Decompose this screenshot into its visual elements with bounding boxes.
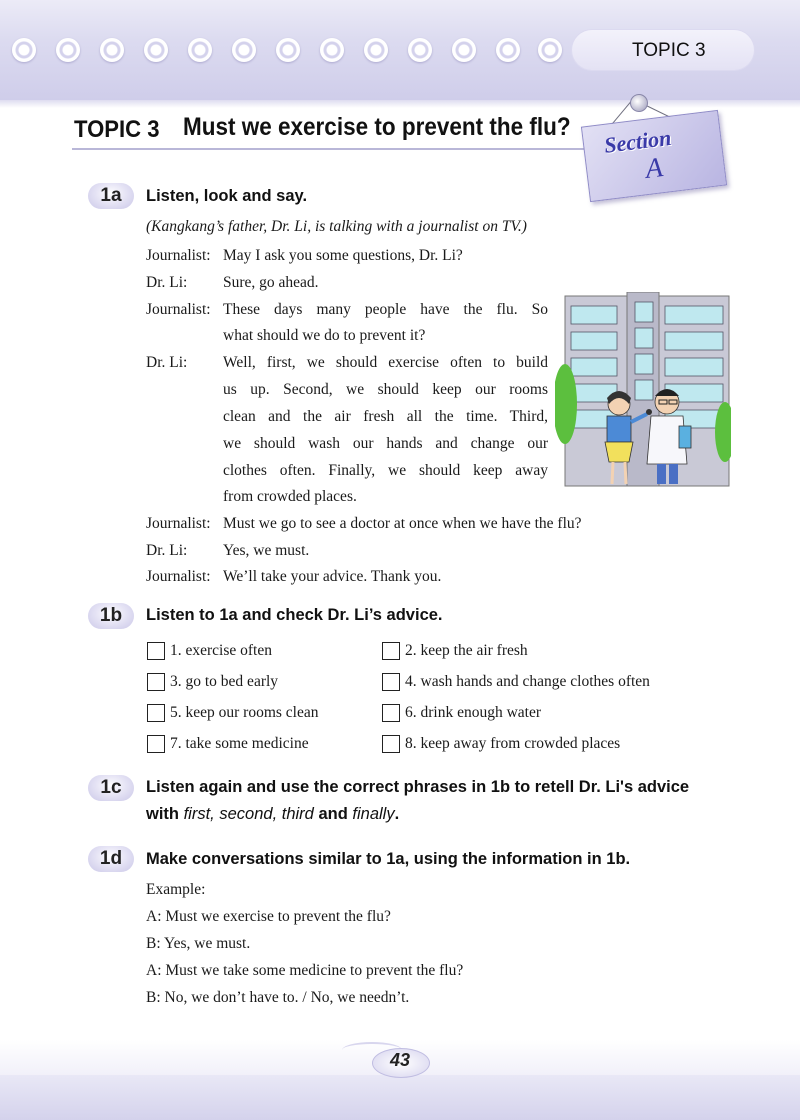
badge-1b: 1b [88,603,134,629]
ring-decoration [232,38,256,62]
section-sign [581,110,727,202]
heading-1b: Listen to 1a and check Dr. Li’s advice. [146,606,443,624]
dialogue-speaker: Dr. Li: [146,542,188,559]
dialogue-speaker: Journalist: [146,515,211,532]
ring-decoration [12,38,36,62]
ring-decoration [452,38,476,62]
checkbox[interactable] [382,642,400,660]
top-band-fade [0,100,800,108]
ring-decoration [538,38,562,62]
word-first: first, [183,805,215,823]
option-label: 4. wash hands and change clothes often [405,673,650,690]
option-label: 3. go to bed early [170,673,279,690]
dialogue-speaker: Journalist: [146,568,211,585]
example-line: Example: [146,881,206,898]
checkbox[interactable] [147,735,165,753]
example-line: B: Yes, we must. [146,935,251,952]
page-title: Must we exercise to prevent the flu? [183,113,571,141]
option-label: 7. take some medicine [170,735,309,752]
example-line: A: Must we exercise to prevent the flu? [146,908,391,925]
example-line: A: Must we take some medicine to prevent the flu? [146,962,464,979]
bottom-decorative-band [0,1075,800,1120]
title-topic-label: TOPIC 3 [74,116,160,143]
ring-decoration [188,38,212,62]
dialogue-text: clothes often. Finally, we should keep away [223,462,548,479]
word-with: with [146,805,179,823]
ring-decoration [144,38,168,62]
dialogue-text: from crowded places. [223,488,357,505]
example-line: B: No, we don’t have to. / No, we needn’t. [146,989,410,1006]
dialogue-text: These days many people have the flu. So [223,301,548,318]
checkbox[interactable] [147,673,165,691]
dialogue-text: Must we go to see a doctor at once when we have the flu? [223,515,582,532]
dialogue-speaker: Dr. Li: [146,354,188,371]
checkbox[interactable] [147,704,165,722]
ring-decoration [276,38,300,62]
badge-1a: 1a [88,183,134,209]
ring-decoration [100,38,124,62]
dialogue-text: Yes, we must. [223,542,310,559]
heading-1a: Listen, look and say. [146,187,308,205]
ring-decoration [496,38,520,62]
word-second: second, [219,805,278,823]
heading-1c [146,774,689,828]
dialogue-text: clean and the air fresh all the time. Third, [223,408,548,425]
dialogue-text: what should we do to prevent it? [223,327,426,344]
word-finally: finally [352,805,395,823]
option-label: 8. keep away from crowded places [405,735,621,752]
dialogue-speaker: Journalist: [146,301,211,318]
title-underline [72,148,584,150]
heading-1d: Make conversations similar to 1a, using the information in 1b. [146,850,631,868]
ring-decoration [408,38,432,62]
option-label: 1. exercise often [170,642,272,659]
page-number: 43 [389,1050,411,1070]
checkbox[interactable] [147,642,165,660]
dialogue-speaker: Dr. Li: [146,274,188,291]
section-word: Section [602,124,673,158]
section-letter: A [643,152,665,186]
dialogue-speaker: Journalist: [146,247,211,264]
option-label: 5. keep our rooms clean [170,704,319,721]
option-label: 6. drink enough water [405,704,542,721]
topic-tab-label: TOPIC 3 [632,40,706,61]
checkbox[interactable] [382,704,400,722]
dialogue-text: We’ll take your advice. Thank you. [223,568,442,585]
period: . [394,805,400,823]
checkbox[interactable] [382,673,400,691]
word-and: and [318,805,348,823]
word-third: third [281,805,314,823]
checkbox[interactable] [382,735,400,753]
pin-icon [630,94,648,112]
ring-decoration [320,38,344,62]
dialogue-text: Sure, go ahead. [223,274,319,291]
option-label: 2. keep the air fresh [405,642,528,659]
heading-1c-line1: Listen again and use the correct phrases in 1b to retell Dr. Li's advice [146,778,690,796]
ring-decoration [364,38,388,62]
dialogue-text: May I ask you some questions, Dr. Li? [223,247,463,264]
dialogue-text: Well, first, we should exercise often to build [223,354,548,371]
ring-decoration [56,38,80,62]
dialogue-text: we should wash our hands and change our [223,435,548,452]
badge-1c: 1c [88,775,134,801]
hospital-interview-illustration [555,292,731,492]
badge-1d: 1d [88,846,134,872]
intro-line: (Kangkang’s father, Dr. Li, is talking with a journalist on TV.) [146,218,527,235]
dialogue-text: us up. Second, we should keep our rooms [223,381,548,398]
